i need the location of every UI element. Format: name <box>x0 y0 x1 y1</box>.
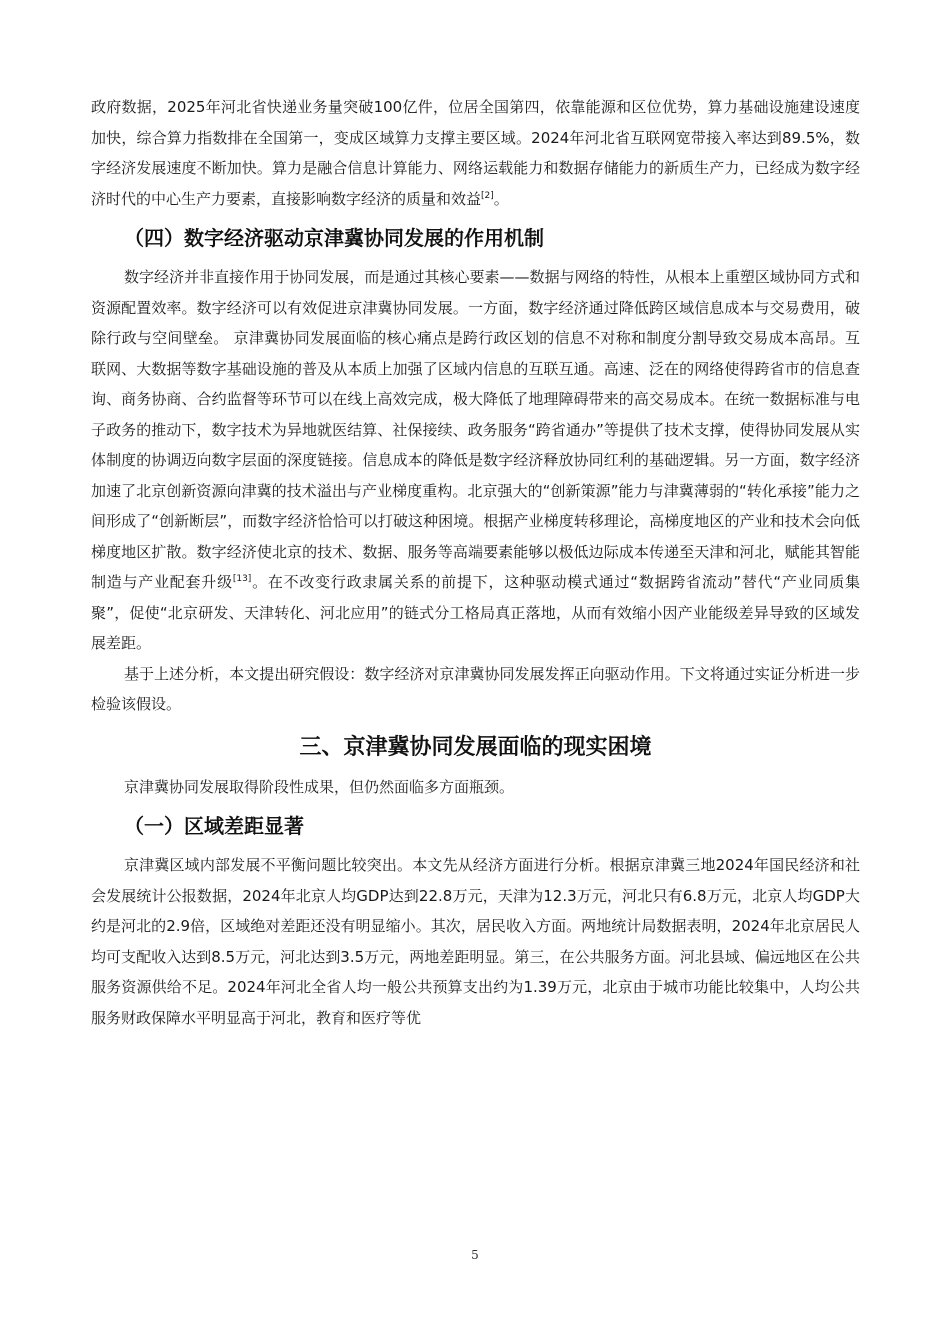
paragraph-computing-power <box>91 92 860 214</box>
paragraph-regional-gap: 京津冀区域内部发展不平衡问题比较突出。本文先从经济方面进行分析。根据京津冀三地2024年国民经济和社会发展统计公报数据，2024年北京人均GDP达到22.8万元，天津为12.3万元，河北只有6.8万元，北京人均GDP大约是河北的2.9倍，区域绝对差距还没有明显缩小。其次，居民收入方面。两地统计局数据表明，2024年北京居民人均可支配收入达到8.5万元，河北达到3.5万元，两地差距明显。第三，在公共服务方面。河北县域、偏远地区在公共服务资源供给不足。2024年河北全省人均一般公共预算支出约为1.39万元，北京由于城市功能比较集中，人均公共服务财政保障水平明显高于河北，教育和医疗等优 <box>91 856 860 1027</box>
page-number: 5 <box>471 1248 479 1262</box>
document-body <box>91 92 860 1033</box>
section-heading-3: 三、京津冀协同发展面临的现实困境 <box>299 734 652 760</box>
paragraph-mechanism <box>91 262 860 659</box>
paragraph-text: 。 <box>493 189 509 208</box>
subsection-heading-1: （一）区域差距显著 <box>124 814 304 838</box>
paragraph-text: 政府数据，2025年河北省快递业务量突破100亿件，位居全国第四，依靠能源和区位优势，算力基础设施建设速度加快，综合算力指数排在全国第一，变成区域算力支撑主要区域。2024年河北省互联网宽带接入率达到89.5%，数字经济发展速度不断加快。算力是融合信息计算能力、网络运载能力和数据存储能力的新质生产力，已经成为数字经济时代的中心生产力要素，直接影响数字经济的质量和效益 <box>91 98 860 208</box>
paragraph-text: 。在不改变行政隶属关系的前提下，这种驱动模式通过“数据跨省流动”替代“产业同质集聚”，促使“北京研发、天津转化、河北应用”的链式分工格局真正落地，从而有效缩小因产业能级差异导致的区域发展差距。 <box>91 573 860 652</box>
citation-13[interactable]: [13] <box>232 574 252 584</box>
paragraph-hypothesis: 基于上述分析，本文提出研究假设：数字经济对京津冀协同发展发挥正向驱动作用。下文将通过实证分析进一步检验该假设。 <box>91 664 860 713</box>
paragraph-section-intro: 京津冀协同发展取得阶段性成果，但仍然面临多方面瓶颈。 <box>124 777 515 796</box>
paragraph-text: 数字经济并非直接作用于协同发展，而是通过其核心要素——数据与网络的特性，从根本上重塑区域协同方式和资源配置效率。数字经济可以有效促进京津冀协同发展。一方面，数字经济通过降低跨区域信息成本与交易费用，破除行政与空间壁垒。 京津冀协同发展面临的核心痛点是跨行政区划的信息不对称和制度分割导致交易成本高昂。互联网、大数据等数字基础设施的普及从本质上加强了区域内信息的互联互通。高速、泛在的网络使得跨省市的信息查询、商务协商、合约监督等环节可以在线上高效完成，极大降低了地理障碍带来的高交易成本。在统一数据标准与电子政务的推动下，数字技术为异地就医结算、社保接续、政务服务“跨省通办”等提供了技术支撑，使得协同发展从实体制度的协调迈向数字层面的深度链接。信息成本的降低是数字经济释放协同红利的基础逻辑。另一方面，数字经济加速了北京创新资源向津冀的技术溢出与产业梯度重构。北京强大的“创新策源”能力与津冀薄弱的“转化承接”能力之间形成了“创新断层”，而数字经济恰恰可以打破这种困境。根据产业梯度转移理论，高梯度地区的产业和技术会向低梯度地区扩散。数字经济使北京的技术、数据、服务等高端要素能够以极低边际成本传递至天津和河北，赋能其智能制造与产业配套升级 <box>91 268 860 591</box>
subsection-heading-4: （四）数字经济驱动京津冀协同发展的作用机制 <box>124 226 544 250</box>
citation-2[interactable]: [2] <box>481 190 494 201</box>
